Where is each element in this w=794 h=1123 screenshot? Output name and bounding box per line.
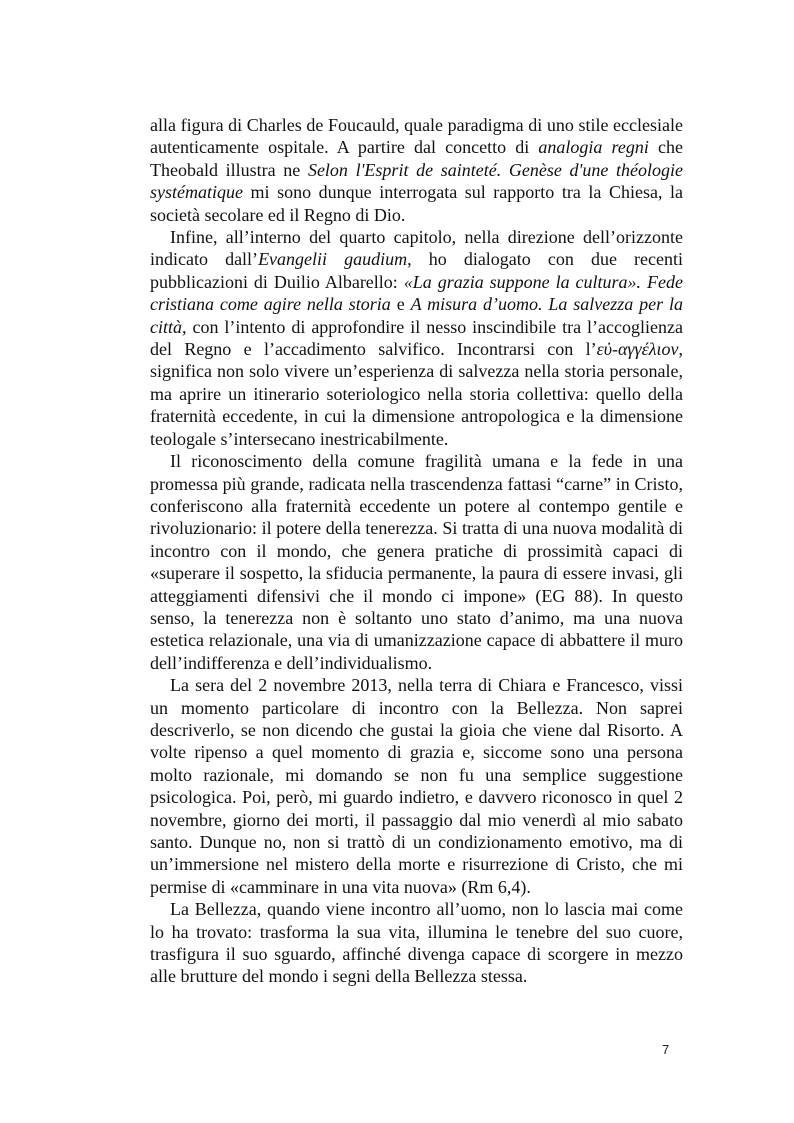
text-run: Il riconoscimento della comune fragilità umana e la fede in una promessa più grande, radicata nella trascendenza fattasi “carne” in Cristo, conferiscono alla fraternità eccedente un potere al contempo gentile e rivoluzionario: il potere della tenerezza. Si tratta di una nuova modalità di incontro con il mondo, che genera pratiche di prossimità capaci di «superare il sospetto, la sfiducia permanente, la paura di essere invasi, gli atteggiamenti difensivi che il mondo ci impone» (EG 88). In questo senso, la tenerezza non è soltanto uno stato d’animo, ma una nuova estetica relazionale, una via di umanizzazione capace di abbattere il muro dell’indifferenza e dell’individualismo. (150, 451, 683, 673)
text-run: che Theobald illustra ne (150, 137, 683, 180)
italic-run: εὐ-αγγέλιον (596, 339, 679, 360)
paragraph-4 (150, 674, 683, 898)
italic-run: Evangelii gaudium (258, 249, 408, 270)
italic-run: Selon l'Esprit de sainteté. Genèse d'une théologie systématique (150, 159, 683, 203)
text-run: La Bellezza, quando viene incontro all’uomo, non lo lascia mai come lo ha trovato: trasforma la sua vita, illumina le tenebre del suo cuore, trasfigura il suo sguardo, affinché divenga capace di scorgere in mezzo alle brutture del mondo i segni della Bellezza stessa. (150, 899, 683, 987)
text-run: mi sono dunque interrogata sul rapporto tra la Chiesa, la società secolare ed il Regno di Dio. (150, 182, 683, 225)
italic-run: «La grazia suppone la cultura». Fede cristiana come agire nella storia (150, 271, 683, 315)
text-run: , ho dialogato con due recenti pubblicazioni di Duilio Albarello: (150, 249, 683, 292)
text-run: Infine, all’interno del quarto capitolo, nella direzione dell’orizzonte indicato dall’ (150, 227, 683, 270)
italic-run: analogia regni (538, 137, 649, 158)
text-run: , significa non solo vivere un’esperienza di salvezza nella storia personale, ma aprire un itinerario soteriologico nella storia collettiva: quello della fraternità eccedente, in cui la dimensione antropologica e la dimensione teologale s’intersecano inestricabilmente. (150, 339, 683, 449)
page-body (150, 114, 683, 988)
text-run: La sera del 2 novembre 2013, nella terra di Chiara e Francesco, vissi un momento particolare di incontro con la Bellezza. Non saprei descriverlo, se non dicendo che gustai la gioia che viene dal Risorto. A volte ripenso a quel momento di grazia e, siccome sono una persona molto razionale, mi domando se non fu una semplice suggestione psicologica. Poi, però, mi guardo indietro, e davvero riconosco in quel 2 novembre, giorno dei morti, il passaggio dal mio venerdì al mio sabato santo. Dunque no, non si trattò di un condizionamento emotivo, ma di un’immersione nel mistero della morte e risurrezione di Cristo, che mi permise di «camminare in una vita nuova» (Rm 6,4). (150, 675, 683, 897)
text-run: alla figura di Charles de Foucauld, quale paradigma di uno stile ecclesiale autenticamente ospitale. A partire dal concetto di (150, 115, 683, 158)
paragraph-1 (150, 114, 683, 226)
paragraph-3 (150, 450, 683, 674)
text-run: e (390, 294, 411, 315)
italic-run: A misura d’uomo. La salvezza per la città (150, 294, 683, 337)
page-number: 7 (662, 1042, 670, 1057)
paragraph-2 (150, 226, 683, 450)
text-run: , con l’intento di approfondire il nesso inscindibile tra l’accoglienza del Regno e l’accadimento salvifico. Incontrarsi con l’ (150, 316, 683, 360)
paragraph-5 (150, 898, 683, 988)
